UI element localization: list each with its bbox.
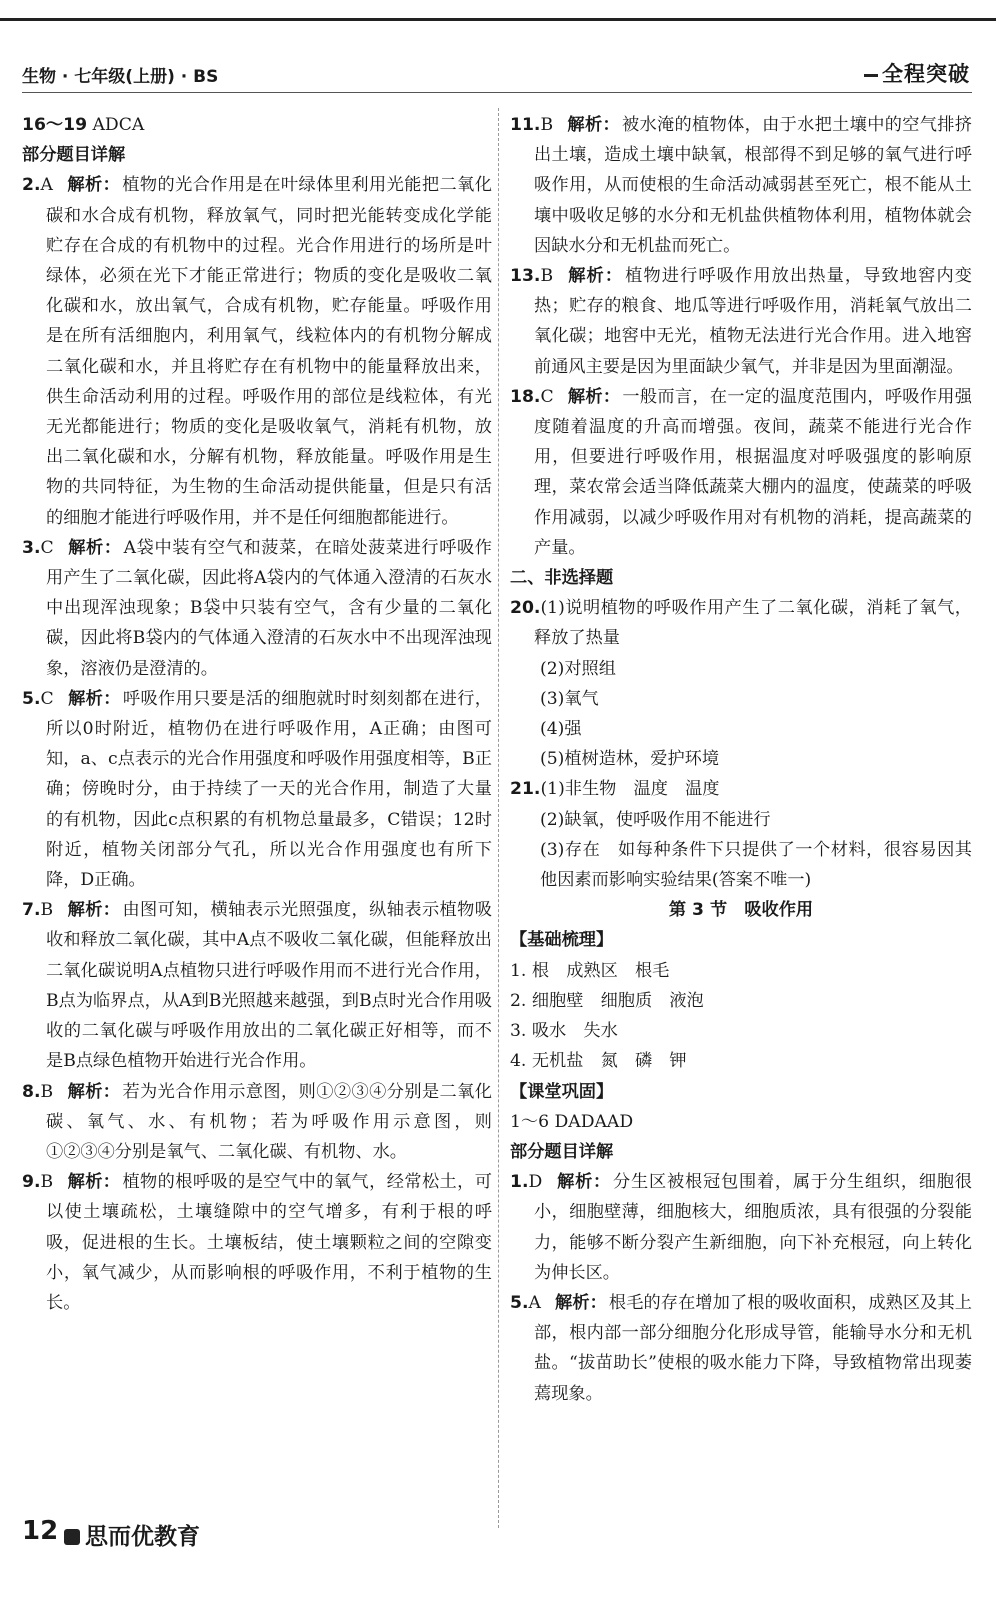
basics-label: 【基础梳理】 xyxy=(510,930,614,951)
q20-part: (2)对照组 xyxy=(540,658,616,679)
column-divider xyxy=(498,108,499,1528)
section-title: 第 3 节 吸收作用 xyxy=(668,900,814,921)
header-rule xyxy=(22,92,972,93)
q20-part: (1)说明植物的呼吸作用产生了二氧化碳，消耗了氧气，释放了热量 xyxy=(534,598,972,649)
explanation-item: 3.C 解析： A袋中装有空气和菠菜，在暗处菠菜进行呼吸作用产生了二氧化碳，因此将A袋内的气体通入澄清的石灰水中出现浑浊现象；B袋中只装有空气，含有少量的二氧化碳，因此将B袋内的气体通入澄清的石灰水中不出现浑浊现象，溶液仍是澄清的。 xyxy=(22,537,492,679)
explanation-text: 植物的根呼吸的是空气中的氧气，经常松土，可以使土壤疏松，土壤缝隙中的空气增多，有利于根的呼吸，促进根的生长。土壤板结，使土壤颗粒之间的空隙变小，氧气减少，从而影响根的呼吸作用，不利于植物的生长。 xyxy=(46,1172,492,1313)
logo-mark-icon xyxy=(864,74,878,77)
basics-item: 1. 根 成熟区 根毛 xyxy=(510,960,670,981)
explanation-text: 由图可知，横轴表示光照强度，纵轴表示植物吸收和释放二氧化碳，其中A点不吸收二氧化碳，但能释放出二氧化碳说明A点植物只进行呼吸作用而不进行光合作用，B点为临界点，从A到B光照越来越强，到B点时光合作用吸收的二氧化碳与呼吸作用放出的二氧化碳正好相等，而不是B点绿色植物开始进行光合作用。 xyxy=(46,900,492,1072)
q20-part: (4)强 xyxy=(540,719,582,740)
analysis-label: 解析： xyxy=(67,688,121,709)
q20-part: (5)植树造林，爱护环境 xyxy=(540,749,720,770)
explanation-text: 若为光合作用示意图，则①②③④分别是二氧化碳、氧气、水、有机物；若为呼吸作用示意图，则①②③④分别是氧气、二氧化碳、有机物、水。 xyxy=(46,1081,492,1162)
explanation-item: 2.A 解析： 植物的光合作用是在叶绿体里利用光能把二氧化碳和水合成有机物，释放氧气，同时把光能转变成化学能贮存在合成的有机物中的过程。光合作用进行的场所是叶绿体，必须在光下才能正常进行；物质的变化是吸收二氧化碳和水，放出氧气，合成有机物，贮存能量。呼吸作用是在所有活细胞内，利用氧气，线粒体内的有机物分解成二氧化碳和水，并且将贮存在有机物中的能量释放出来，供生命活动利用的过程。呼吸作用的部位是线粒体，有光无光都能进行；物质的变化是吸收氧气，消耗有机物，放出二氧化碳和水，分解有机物，释放能量。呼吸作用是生物的共同特征，为生物的生命活动提供能量，但是只有活的细胞才能进行呼吸作用，并不是任何细胞都能进行。 xyxy=(22,175,492,528)
right-column xyxy=(510,110,972,1409)
answer-letter: D xyxy=(528,1172,543,1193)
series-title: 全程突破 xyxy=(882,62,970,86)
analysis-label: 解析： xyxy=(67,900,121,921)
answer-letter: B xyxy=(540,115,554,135)
q21-item: 21.(1)非生物 温度 温度 xyxy=(510,779,720,800)
section-heading: 部分题目详解 xyxy=(22,145,126,166)
answer-letter: A xyxy=(528,1292,541,1313)
basics-item: 3. 吸水 失水 xyxy=(510,1021,618,1042)
explanation-text: 呼吸作用只要是活的细胞就时时刻刻都在进行，所以0时附近，植物仍在进行呼吸作用，A正确；由图可知，a、c点表示的光合作用强度和呼吸作用强度相等，B正确；傍晚时分，由于持续了一天的光合作用，制造了大量的有机物，因此c点积累的有机物总量最多，C错误；12时附近，植物关闭部分气孔，所以光合作用强度也有所下降，D正确。 xyxy=(46,688,492,891)
footer-brand xyxy=(64,1518,200,1551)
explanation-item: 11.B 解析： 被水淹的植物体，由于水把土壤中的空气排挤出土壤，造成土壤中缺氧，根部得不到足够的氧气进行呼吸作用，从而使根的生命活动减弱甚至死亡，根不能从土壤中吸收足够的水分和无机盐供植物体利用，植物体就会因缺水分和无机盐而死亡。 xyxy=(510,115,972,256)
classroom-answers: 1～6 DADAAD xyxy=(510,1111,634,1132)
explanation-item: 13.B 解析： 植物进行呼吸作用放出热量，导致地窖内变热；贮存的粮食、地瓜等进行呼吸作用，消耗氧气放出二氧化碳；地窖中无光，植物无法进行光合作用。进入地窖前通风主要是因为里面缺少氧气，并非是因为里面潮湿。 xyxy=(510,266,972,377)
q21-part: (1)非生物 温度 温度 xyxy=(540,779,720,800)
top-border-line xyxy=(0,18,996,21)
explanation-text: 一般而言，在一定的温度范围内，呼吸作用强度随着温度的升高而增强。夜间，蔬菜不能进行光合作用，但要进行呼吸作用，根据温度对呼吸强度的影响原理，菜农常会适当降低蔬菜大棚内的温度，使蔬菜的呼吸作用减弱，以减少呼吸作用对有机物的消耗，提高蔬菜的产量。 xyxy=(534,386,972,558)
explanation-item: 18.C 解析： 一般而言，在一定的温度范围内，呼吸作用强度随着温度的升高而增强。夜间，蔬菜不能进行光合作用，但要进行呼吸作用，根据温度对呼吸强度的影响原理，菜农常会适当降低蔬菜大棚内的温度，使蔬菜的呼吸作用减弱，以减少呼吸作用对有机物的消耗，提高蔬菜的产量。 xyxy=(510,386,972,558)
q20-item: 20.(1)说明植物的呼吸作用产生了二氧化碳，消耗了氧气，释放了热量 xyxy=(510,598,972,649)
explanation-item: 8.B 解析： 若为光合作用示意图，则①②③④分别是二氧化碳、氧气、水、有机物；若为呼吸作用示意图，则①②③④分别是氧气、二氧化碳、有机物、水。 xyxy=(22,1081,492,1162)
q21-part: (3)存在 如每种条件下只提供了一个材料，很容易因其他因素而影响实验结果(答案不唯一) xyxy=(540,839,972,891)
brand-name: 思而优教育 xyxy=(85,1524,200,1550)
explanation-text: 植物进行呼吸作用放出热量，导致地窖内变热；贮存的粮食、地瓜等进行呼吸作用，消耗氧气放出二氧化碳；地窖中无光，植物无法进行光合作用。进入地窖前通风主要是因为里面缺少氧气，并非是因为里面潮湿。 xyxy=(534,266,972,377)
answer-letter: B xyxy=(40,1172,54,1193)
classroom-label: 【课堂巩固】 xyxy=(510,1081,614,1102)
analysis-label: 解析： xyxy=(556,1172,612,1193)
explanation-item: 5.C 解析： 呼吸作用只要是活的细胞就时时刻刻都在进行，所以0时附近，植物仍在进行呼吸作用，A正确；由图可知，a、c点表示的光合作用强度和呼吸作用强度相等，B正确；傍晚时分，由于持续了一天的光合作用，制造了大量的有机物，因此c点积累的有机物总量最多，C错误；12时附近，植物关闭部分气孔，所以光合作用强度也有所下降，D正确。 xyxy=(22,688,492,891)
analysis-label: 解析： xyxy=(567,115,620,135)
brand-logo-icon xyxy=(64,1529,80,1545)
analysis-label: 解析： xyxy=(67,537,122,558)
analysis-label: 解析： xyxy=(66,175,121,196)
explanation-item: 7.B 解析： 由图可知，横轴表示光照强度，纵轴表示植物吸收和释放二氧化碳，其中A点不吸收二氧化碳，但能释放出二氧化碳说明A点植物只进行呼吸作用而不进行光合作用，B点为临界点，从A到B光照越来越强，到B点时光合作用吸收的二氧化碳与呼吸作用放出的二氧化碳正好相等，而不是B点绿色植物开始进行光合作用。 xyxy=(22,900,492,1072)
left-column xyxy=(22,110,492,1318)
answer-letter: A xyxy=(40,175,53,196)
q21-part: (2)缺氧，使呼吸作用不能进行 xyxy=(540,809,771,830)
analysis-label: 解析： xyxy=(567,266,624,287)
analysis-label: 解析： xyxy=(67,1081,121,1102)
explanation-text: 分生区被根冠包围着，属于分生组织，细胞很小，细胞壁薄，细胞核大，细胞质浓，具有很强的分裂能力，能够不断分裂产生新细胞，向下补充根冠，向上转化为伸长区。 xyxy=(534,1172,972,1283)
analysis-label: 解析： xyxy=(554,1292,607,1313)
section-heading: 二、非选择题 xyxy=(510,568,614,589)
explanation-text: A袋中装有空气和菠菜，在暗处菠菜进行呼吸作用产生了二氧化碳，因此将A袋内的气体通入澄清的石灰水中出现浑浊现象；B袋中只装有空气，含有少量的二氧化碳，因此将B袋内的气体通入澄清的石灰水中不出现浑浊现象，溶液仍是澄清的。 xyxy=(46,537,492,679)
analysis-label: 解析： xyxy=(67,1172,121,1193)
answer-letter: C xyxy=(540,386,554,407)
q20-part: (3)氧气 xyxy=(540,688,599,709)
explanation-text: 植物的光合作用是在叶绿体里利用光能把二氧化碳和水合成有机物，释放氧气，同时把光能转变成化学能贮存在合成的有机物中的过程。光合作用进行的场所是叶绿体，必须在光下才能正常进行；物质的变化是吸收二氧化碳和水，放出氧气，合成有机物，贮存能量。呼吸作用是在所有活细胞内，利用氧气，线粒体内的有机物分解成二氧化碳和水，并且将贮存在有机物中的能量释放出来，供生命活动利用的过程。呼吸作用的部位是线粒体，有光无光都能进行；物质的变化是吸收氧气，消耗有机物，放出二氧化碳和水，分解有机物，释放能量。呼吸作用是生物的共同特征，为生物的生命活动提供能量，但是只有活的细胞才能进行呼吸作用，并不是任何细胞都能进行。 xyxy=(46,175,492,528)
basics-item: 4. 无机盐 氮 磷 钾 xyxy=(510,1051,687,1072)
page-number: 12 xyxy=(22,1516,59,1546)
answer-line xyxy=(22,110,492,140)
section-heading: 部分题目详解 xyxy=(510,1141,614,1162)
explanation-item: 5.A 解析： 根毛的存在增加了根的吸收面积，成熟区及其上部，根内部一部分细胞分化形成导管，能输导水分和无机盐。“拔苗助长”使根的吸水能力下降，导致植物常出现萎蔫现象。 xyxy=(510,1292,972,1404)
series-logo xyxy=(864,58,970,88)
explanation-text: 被水淹的植物体，由于水把土壤中的空气排挤出土壤，造成土壤中缺氧，根部得不到足够的氧气进行呼吸作用，从而使根的生命活动减弱甚至死亡，根不能从土壤中吸收足够的水分和无机盐供植物体利用，植物体就会因缺水分和无机盐而死亡。 xyxy=(534,115,972,256)
answer-letter: B xyxy=(540,266,554,287)
explanation-item: 9.B 解析： 植物的根呼吸的是空气中的氧气，经常松土，可以使土壤疏松，土壤缝隙中的空气增多，有利于根的呼吸，促进根的生长。土壤板结，使土壤颗粒之间的空隙变小，氧气减少，从而影响根的呼吸作用，不利于植物的生长。 xyxy=(22,1172,492,1313)
answer-letter: B xyxy=(40,1081,54,1102)
answer-letter: C xyxy=(40,688,54,709)
running-header-subject: 生物 · 七年级(上册) · BS xyxy=(22,67,219,87)
answers: ADCA xyxy=(92,115,145,135)
explanation-text: 根毛的存在增加了根的吸收面积，成熟区及其上部，根内部一部分细胞分化形成导管，能输导水分和无机盐。“拔苗助长”使根的吸水能力下降，导致植物常出现萎蔫现象。 xyxy=(534,1292,972,1404)
question-range: 16～19 xyxy=(22,115,88,135)
answer-letter: B xyxy=(40,900,54,921)
answer-letter: C xyxy=(40,537,54,558)
explanation-item: 1.D 解析： 分生区被根冠包围着，属于分生组织，细胞很小，细胞壁薄，细胞核大，细胞质浓，具有很强的分裂能力，能够不断分裂产生新细胞，向下补充根冠，向上转化为伸长区。 xyxy=(510,1172,972,1283)
basics-item: 2. 细胞壁 细胞质 液泡 xyxy=(510,990,704,1011)
analysis-label: 解析： xyxy=(567,386,621,407)
